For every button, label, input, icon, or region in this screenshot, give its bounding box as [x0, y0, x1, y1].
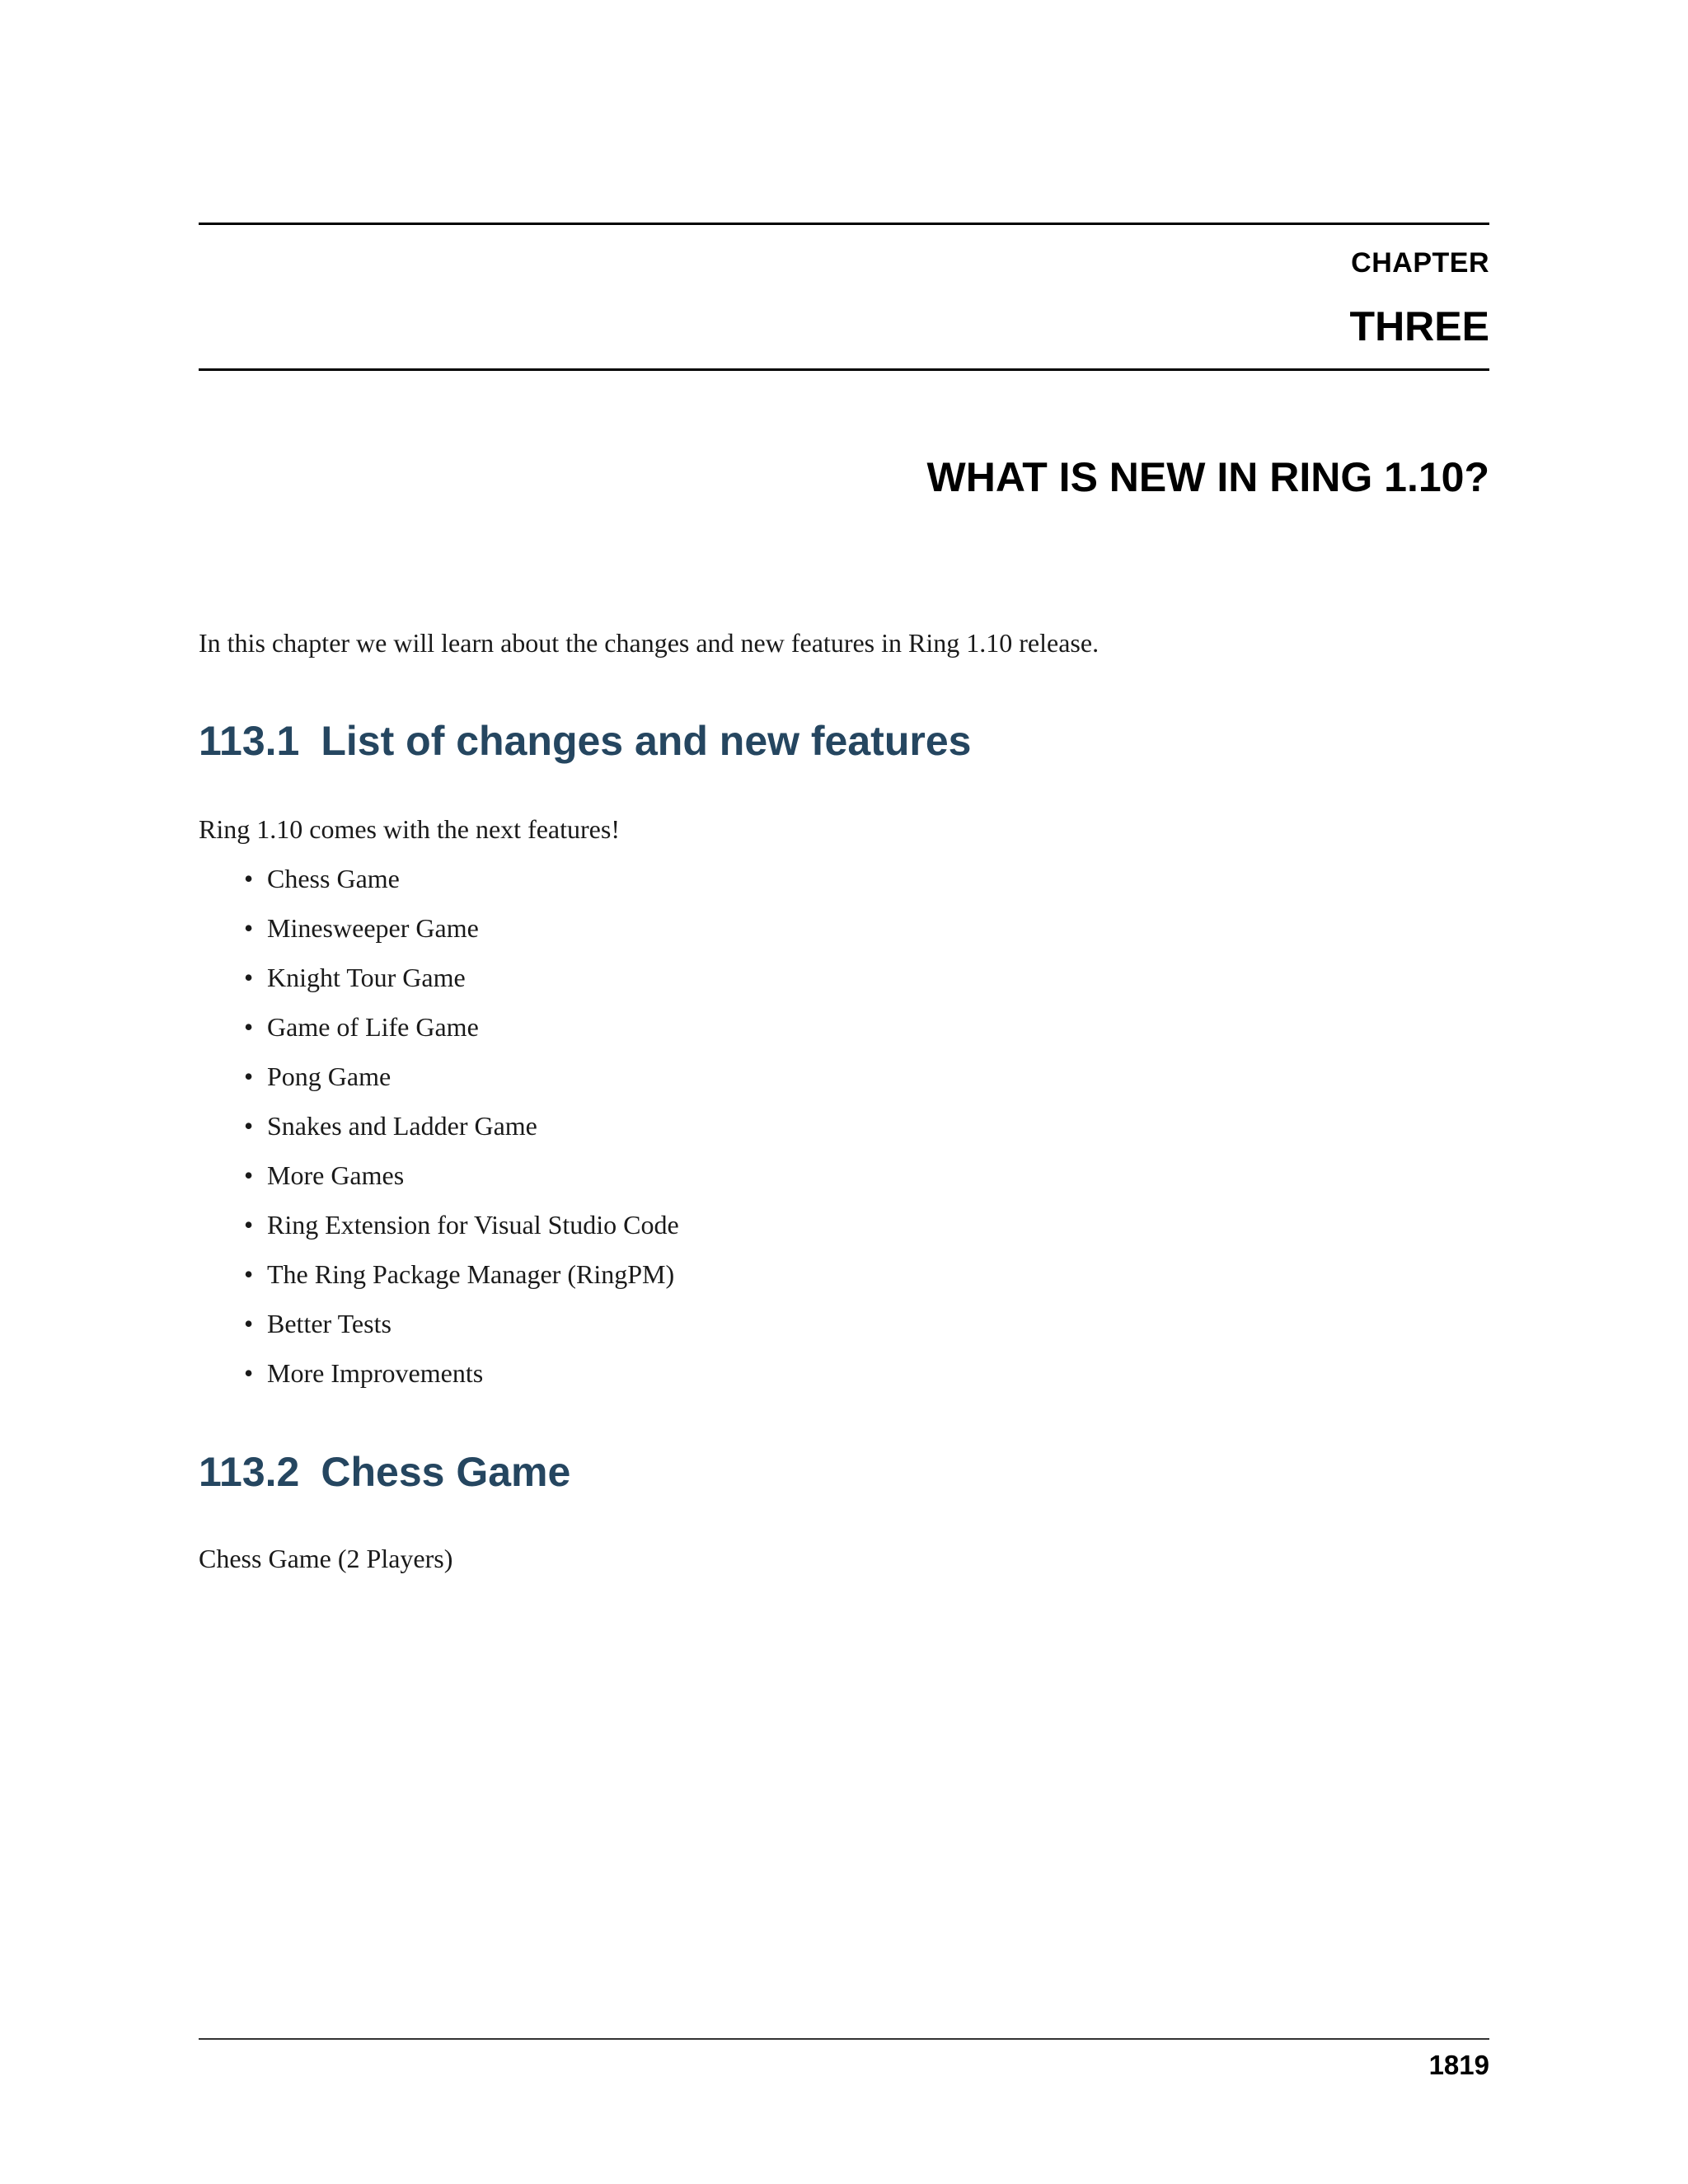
bullet-icon: • [244, 1160, 254, 1190]
feature-list-item [244, 1157, 679, 1207]
feature-list-item [244, 1256, 679, 1305]
chapter-number: THREE [1349, 303, 1489, 349]
feature-list-item [244, 1009, 679, 1058]
section-number: 113.1 [199, 718, 300, 764]
feature-label: Minesweeper Game [267, 913, 479, 943]
feature-list-item [244, 1355, 679, 1404]
bullet-icon: • [244, 864, 254, 893]
chapter-bottom-rule [199, 368, 1489, 371]
feature-list-item [244, 860, 679, 910]
intro-paragraph: In this chapter we will learn about the changes and new features in Ring 1.10 release. [199, 628, 1100, 658]
feature-list-item [244, 959, 679, 1009]
feature-label: The Ring Package Manager (RingPM) [267, 1259, 675, 1289]
section-number: 113.2 [199, 1449, 300, 1495]
bullet-icon: • [244, 1259, 254, 1289]
chess-game-paragraph: Chess Game (2 Players) [199, 1544, 453, 1573]
section-heading-chess-game [199, 1448, 570, 1496]
bullet-icon: • [244, 1358, 254, 1388]
section-title: Chess Game [321, 1449, 571, 1495]
chapter-label: CHAPTER [1351, 247, 1489, 279]
feature-list [244, 860, 679, 1404]
bullet-icon: • [244, 913, 254, 943]
feature-list-item [244, 1108, 679, 1157]
section-heading-list-of-changes [199, 717, 971, 765]
bullet-icon: • [244, 1062, 254, 1091]
chapter-title: WHAT IS NEW IN RING 1.10? [926, 454, 1489, 500]
feature-list-item [244, 910, 679, 959]
page-number: 1819 [1428, 2050, 1489, 2080]
bullet-icon: • [244, 963, 254, 992]
feature-list-item [244, 1058, 679, 1108]
feature-label: More Improvements [267, 1358, 484, 1388]
feature-label: Snakes and Ladder Game [267, 1111, 537, 1141]
feature-list-item [244, 1207, 679, 1256]
feature-label: Game of Life Game [267, 1012, 479, 1042]
document-page [199, 0, 1489, 2184]
bullet-icon: • [244, 1012, 254, 1042]
chapter-top-rule [199, 223, 1489, 225]
section-title: List of changes and new features [321, 718, 972, 764]
feature-label: Ring Extension for Visual Studio Code [267, 1210, 679, 1240]
bullet-icon: • [244, 1111, 254, 1141]
bullet-icon: • [244, 1210, 254, 1240]
feature-label: Chess Game [267, 864, 400, 893]
feature-label: Knight Tour Game [267, 963, 466, 992]
bullet-icon: • [244, 1309, 254, 1338]
feature-label: More Games [267, 1160, 405, 1190]
feature-label: Pong Game [267, 1062, 392, 1091]
features-lead-paragraph: Ring 1.10 comes with the next features! [199, 814, 620, 844]
footer-rule [199, 2038, 1489, 2040]
feature-list-item [244, 1305, 679, 1355]
feature-label: Better Tests [267, 1309, 392, 1338]
